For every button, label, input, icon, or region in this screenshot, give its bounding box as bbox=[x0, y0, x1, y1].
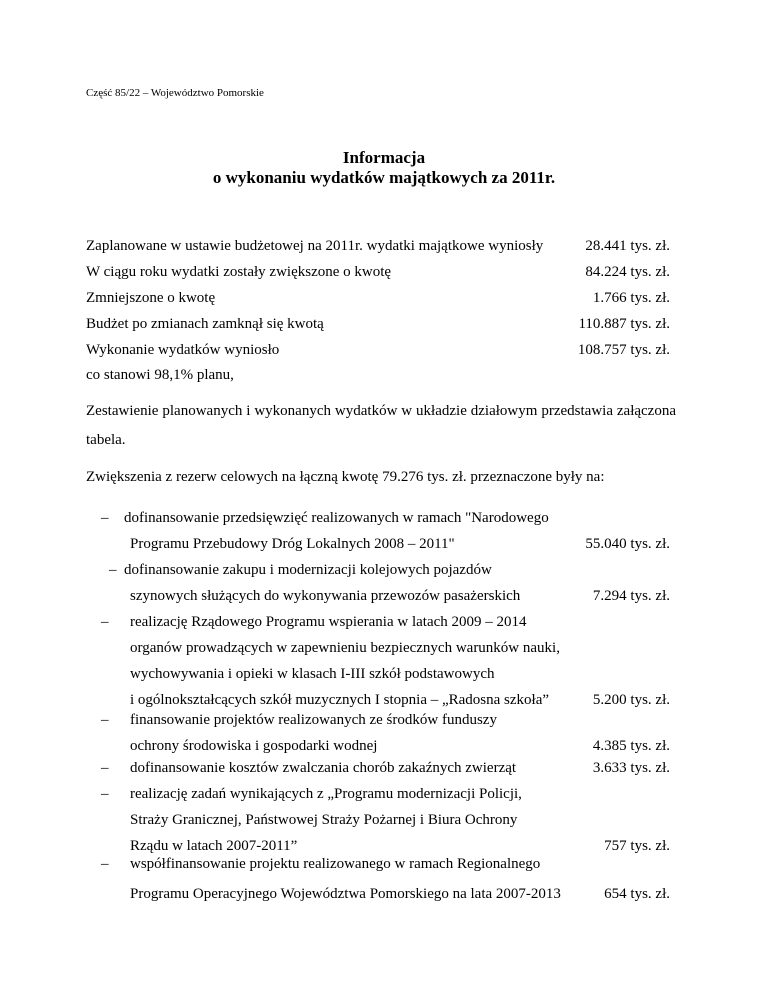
title-line-2: o wykonaniu wydatków majątkowych za 2011r. bbox=[212, 168, 556, 187]
list-item bbox=[0, 707, 768, 761]
item-line: Programu Operacyjnego Województwa Pomorskiego na lata 2007-2013 bbox=[130, 886, 561, 902]
item-amount: 55.040 tys. zł. bbox=[585, 536, 670, 552]
item-amount: 4.385 tys. zł. bbox=[592, 738, 670, 754]
summary-label: W ciągu roku wydatki zostały zwiększone o kwotę bbox=[86, 264, 392, 280]
summary-amount: 28.441 tys. zł. bbox=[585, 238, 670, 254]
item-amount: 654 tys. zł. bbox=[604, 886, 670, 902]
item-amount: 3.633 tys. zł. bbox=[592, 760, 670, 776]
paragraph-reserves-intro: Zwiększenia z rezerw celowych na łączną kwotę 79.276 tys. zł. przeznaczone były na: bbox=[86, 469, 605, 485]
item-line: finansowanie projektów realizowanych ze środków funduszy bbox=[130, 712, 497, 728]
summary-amount: 84.224 tys. zł. bbox=[585, 264, 670, 280]
item-line: dofinansowanie zakupu i modernizacji kolejowych pojazdów bbox=[124, 562, 492, 578]
item-line: i ogólnokształcących szkół muzycznych I stopnia – „Radosna szkoła” bbox=[130, 692, 550, 708]
summary-label: Zmniejszone o kwotę bbox=[86, 290, 216, 306]
item-line: realizację Rządowego Programu wspierania w latach 2009 – 2014 bbox=[130, 614, 527, 630]
list-item bbox=[0, 755, 768, 781]
list-item bbox=[0, 505, 768, 559]
summary-amount: 1.766 tys. zł. bbox=[592, 290, 670, 306]
summary-label: Wykonanie wydatków wyniosło bbox=[86, 342, 280, 358]
title-line-1: Informacja bbox=[342, 148, 426, 167]
item-amount: 7.294 tys. zł. bbox=[592, 588, 670, 604]
list-dash: – bbox=[101, 510, 109, 526]
list-dash: – bbox=[101, 614, 109, 630]
list-dash: – bbox=[101, 786, 109, 802]
item-line: wychowywania i opieki w klasach I-III szkół podstawowych bbox=[130, 666, 495, 682]
page-header: Część 85/22 – Województwo Pomorskie bbox=[86, 87, 264, 99]
item-line: organów prowadzących w zapewnieniu bezpiecznych warunków nauki, bbox=[130, 640, 560, 656]
list-item bbox=[0, 851, 768, 905]
item-line: dofinansowanie kosztów zwalczania chorób zakaźnych zwierząt bbox=[130, 760, 517, 776]
percent-note-text: co stanowi 98,1% planu, bbox=[86, 367, 234, 383]
summary-label: Budżet po zmianach zamknął się kwotą bbox=[86, 316, 324, 332]
item-line: Straży Granicznej, Państwowej Straży Pożarnej i Biura Ochrony bbox=[130, 812, 518, 828]
list-item bbox=[0, 609, 768, 713]
item-amount: 757 tys. zł. bbox=[604, 838, 670, 854]
list-item bbox=[0, 557, 768, 611]
list-item bbox=[0, 781, 768, 861]
item-line: realizację zadań wynikających z „Programu modernizacji Policji, bbox=[130, 786, 522, 802]
summary-amount: 110.887 tys. zł. bbox=[578, 316, 670, 332]
summary-label: Zaplanowane w ustawie budżetowej na 2011r. wydatki majątkowe wyniosły bbox=[86, 238, 544, 254]
item-line: współfinansowanie projektu realizowanego w ramach Regionalnego bbox=[130, 856, 541, 872]
item-amount: 5.200 tys. zł. bbox=[592, 692, 670, 708]
list-dash: – bbox=[101, 760, 109, 776]
item-line: Programu Przebudowy Dróg Lokalnych 2008 – 2011" bbox=[130, 536, 455, 552]
document-title bbox=[0, 148, 768, 188]
item-line: dofinansowanie przedsięwzięć realizowanych w ramach "Narodowego bbox=[124, 510, 549, 526]
item-line: ochrony środowiska i gospodarki wodnej bbox=[130, 738, 378, 754]
item-line: szynowych służących do wykonywania przewozów pasażerskich bbox=[130, 588, 521, 604]
paragraph-table-reference: Zestawienie planowanych i wykonanych wydatków w układzie działowym przedstawia załączona tabela. bbox=[86, 403, 676, 448]
summary-amount: 108.757 tys. zł. bbox=[577, 342, 670, 358]
item-line: Rządu w latach 2007-2011” bbox=[130, 838, 298, 854]
list-dash: – bbox=[101, 712, 109, 728]
list-dash: – bbox=[109, 562, 117, 578]
list-dash: – bbox=[101, 856, 109, 872]
